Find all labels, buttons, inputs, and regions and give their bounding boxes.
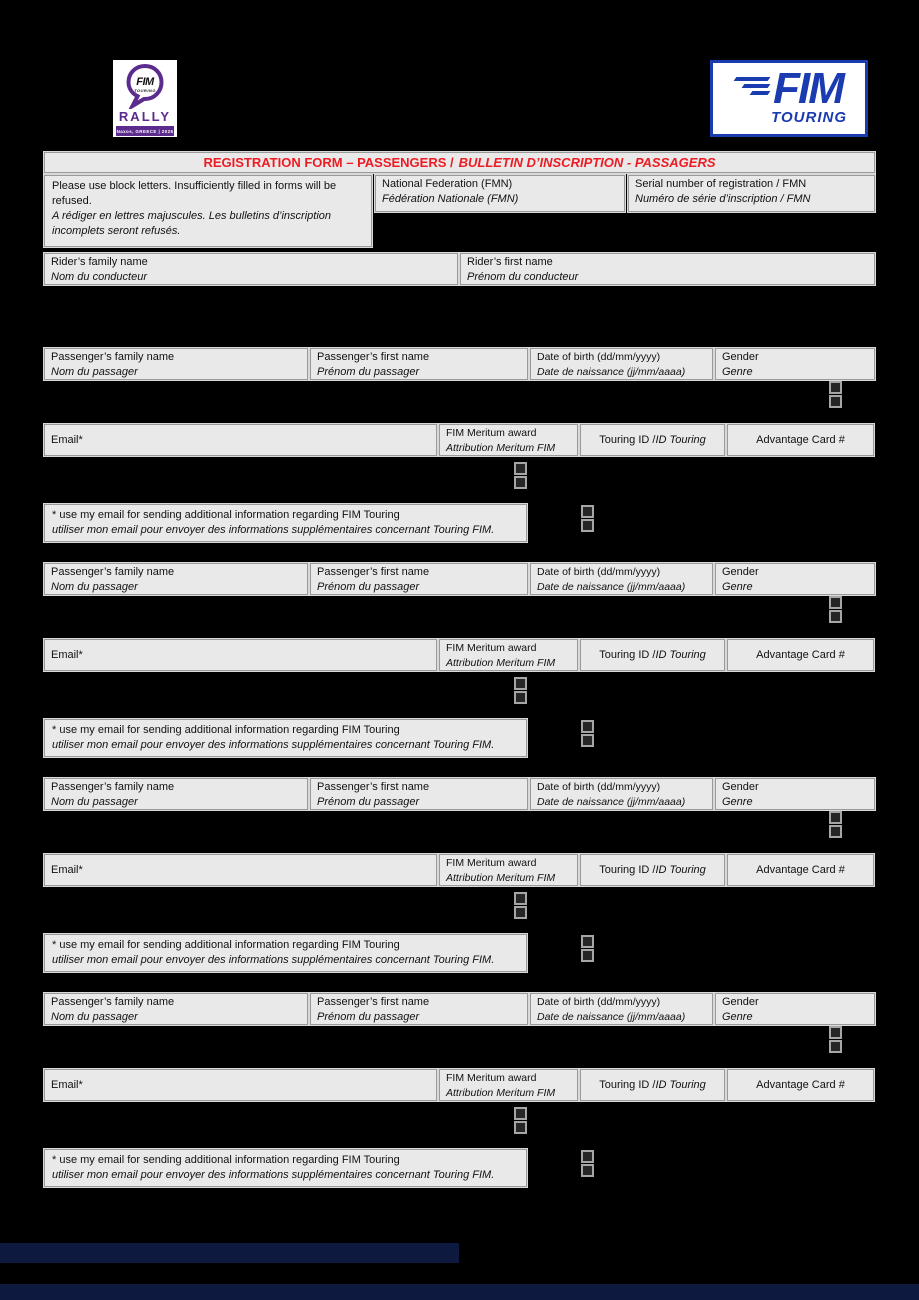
fim-meritum-award-field: FIM Meritum award Attribution Meritum FIM — [439, 639, 578, 671]
consent-checkbox-no[interactable] — [581, 734, 594, 747]
passenger-first-name-field: Passenger’s first name Prénom du passager — [310, 778, 528, 810]
rider-first-name-field: Rider’s first name Prénom du conducteur — [460, 253, 875, 285]
instructions-en: Please use block letters. Insufficiently filled in forms will be refused. — [52, 180, 337, 207]
fim-meritum-award-field: FIM Meritum award Attribution Meritum FIM — [439, 854, 578, 886]
meritum-checkbox-no[interactable] — [514, 476, 527, 489]
date-of-birth-field: Date of birth (dd/mm/yyyy) Date de naissance (jj/mm/aaaa) — [530, 993, 713, 1025]
passenger-family-name-field: Passenger’s family name Nom du passager — [44, 563, 308, 595]
fim-rally-logo — [113, 60, 177, 137]
footer-bar — [0, 1284, 919, 1300]
meritum-checkboxes — [514, 677, 527, 704]
date-of-birth-field: Date of birth (dd/mm/yyyy) Date de naissance (jj/mm/aaaa) — [530, 348, 713, 380]
consent-checkbox-no[interactable] — [581, 949, 594, 962]
meritum-checkbox-no[interactable] — [514, 1121, 527, 1134]
rider-family-name-field: Rider’s family name Nom du conducteur — [44, 253, 458, 285]
rally-logo-banner: Naxos, GREECE | 2025 — [116, 126, 174, 136]
consent-checkbox-no[interactable] — [581, 519, 594, 532]
email-consent-box: * use my email for sending additional information regarding FIM Touring utiliser mon email pour envoyer des informations supplémentaires concernant Touring FIM. — [44, 719, 527, 757]
consent-checkboxes — [581, 1150, 594, 1177]
passenger-email-row — [44, 1069, 874, 1101]
fim-meritum-award-field: FIM Meritum award Attribution Meritum FIM — [439, 424, 578, 456]
rally-logo-fim-text: FIM — [136, 76, 154, 88]
passenger-first-name-field: Passenger’s first name Prénom du passager — [310, 563, 528, 595]
passenger-email-row — [44, 424, 874, 456]
national-federation-field: National Federation (FMN) Fédération Nationale (FMN) — [375, 175, 625, 212]
meritum-checkbox-no[interactable] — [514, 691, 527, 704]
touring-id-field: Touring ID / ID Touring — [580, 854, 725, 886]
fim-wing-icon — [735, 77, 769, 95]
passenger-email-row — [44, 854, 874, 886]
email-field: Email* — [44, 424, 437, 456]
passenger-block — [0, 993, 919, 1208]
rally-logo-word: RALLY — [118, 109, 172, 124]
email-field: Email* — [44, 854, 437, 886]
gender-checkboxes — [829, 381, 842, 408]
touring-id-field: Touring ID / ID Touring — [580, 1069, 725, 1101]
consent-checkboxes — [581, 720, 594, 747]
email-consent-box: * use my email for sending additional information regarding FIM Touring utiliser mon email pour envoyer des informations supplémentaires concernant Touring FIM. — [44, 934, 527, 972]
passenger-first-name-field: Passenger’s first name Prénom du passager — [310, 993, 528, 1025]
email-field: Email* — [44, 1069, 437, 1101]
passenger-first-name-field: Passenger’s first name Prénom du passager — [310, 348, 528, 380]
gender-checkbox-top[interactable] — [829, 381, 842, 394]
email-consent-box: * use my email for sending additional information regarding FIM Touring utiliser mon email pour envoyer des informations supplémentaires concernant Touring FIM. — [44, 504, 527, 542]
email-field: Email* — [44, 639, 437, 671]
email-consent-box: * use my email for sending additional information regarding FIM Touring utiliser mon email pour envoyer des informations supplémentaires concernant Touring FIM. — [44, 1149, 527, 1187]
meritum-checkbox-yes[interactable] — [514, 1107, 527, 1120]
consent-checkbox-yes[interactable] — [581, 505, 594, 518]
advantage-card-field: Advantage Card # — [727, 424, 874, 456]
fim-touring-logo — [710, 60, 868, 137]
touring-id-field: Touring ID / ID Touring — [580, 639, 725, 671]
passenger-block — [0, 348, 919, 563]
instructions-fr: A rédiger en lettres majuscules. Les bulletins d’inscription incomplets seront refusés. — [52, 210, 332, 237]
meritum-checkbox-yes[interactable] — [514, 462, 527, 475]
passenger-family-name-field: Passenger’s family name Nom du passager — [44, 778, 308, 810]
gender-checkbox-bottom[interactable] — [829, 610, 842, 623]
gender-checkbox-top[interactable] — [829, 1026, 842, 1039]
meritum-checkboxes — [514, 1107, 527, 1134]
date-of-birth-field: Date of birth (dd/mm/yyyy) Date de naissance (jj/mm/aaaa) — [530, 778, 713, 810]
meritum-checkbox-yes[interactable] — [514, 892, 527, 905]
form-title-fr: BULLETIN D’INSCRIPTION - PASSAGERS — [458, 155, 716, 170]
fim-meritum-award-field: FIM Meritum award Attribution Meritum FIM — [439, 1069, 578, 1101]
instructions-box — [44, 175, 372, 247]
rally-logo-touring-text: TOURING — [134, 88, 156, 93]
meritum-checkbox-no[interactable] — [514, 906, 527, 919]
gender-checkbox-bottom[interactable] — [829, 825, 842, 838]
fim-touring-logo-touring: TOURING — [771, 109, 847, 126]
gender-field: Gender Genre — [715, 993, 875, 1025]
location-pin-icon — [123, 63, 167, 109]
form-title-en: REGISTRATION FORM – PASSENGERS / — [203, 155, 454, 170]
footer-bar — [0, 1243, 459, 1263]
meritum-checkbox-yes[interactable] — [514, 677, 527, 690]
consent-checkboxes — [581, 505, 594, 532]
advantage-card-field: Advantage Card # — [727, 639, 874, 671]
advantage-card-field: Advantage Card # — [727, 1069, 874, 1101]
meritum-checkboxes — [514, 892, 527, 919]
advantage-card-field: Advantage Card # — [727, 854, 874, 886]
gender-checkboxes — [829, 596, 842, 623]
gender-checkboxes — [829, 1026, 842, 1053]
consent-checkbox-no[interactable] — [581, 1164, 594, 1177]
form-title-bar — [44, 152, 875, 173]
gender-field: Gender Genre — [715, 563, 875, 595]
gender-checkbox-top[interactable] — [829, 596, 842, 609]
gender-checkbox-bottom[interactable] — [829, 395, 842, 408]
consent-checkbox-yes[interactable] — [581, 1150, 594, 1163]
gender-checkboxes — [829, 811, 842, 838]
passenger-family-name-field: Passenger’s family name Nom du passager — [44, 348, 308, 380]
consent-checkbox-yes[interactable] — [581, 720, 594, 733]
meritum-checkboxes — [514, 462, 527, 489]
consent-checkboxes — [581, 935, 594, 962]
passenger-email-row — [44, 639, 874, 671]
gender-checkbox-bottom[interactable] — [829, 1040, 842, 1053]
rider-row — [44, 253, 875, 285]
gender-field: Gender Genre — [715, 348, 875, 380]
serial-number-field: Serial number of registration / FMN Numéro de série d’inscription / FMN — [628, 175, 875, 212]
gender-field: Gender Genre — [715, 778, 875, 810]
passenger-info-row — [44, 563, 875, 595]
touring-id-field: Touring ID / ID Touring — [580, 424, 725, 456]
gender-checkbox-top[interactable] — [829, 811, 842, 824]
consent-checkbox-yes[interactable] — [581, 935, 594, 948]
passenger-family-name-field: Passenger’s family name Nom du passager — [44, 993, 308, 1025]
passenger-info-row — [44, 993, 875, 1025]
passenger-block — [0, 563, 919, 778]
fim-touring-logo-fim: FIM — [773, 64, 843, 113]
passenger-info-row — [44, 348, 875, 380]
passenger-info-row — [44, 778, 875, 810]
date-of-birth-field: Date of birth (dd/mm/yyyy) Date de naissance (jj/mm/aaaa) — [530, 563, 713, 595]
passenger-block — [0, 778, 919, 993]
